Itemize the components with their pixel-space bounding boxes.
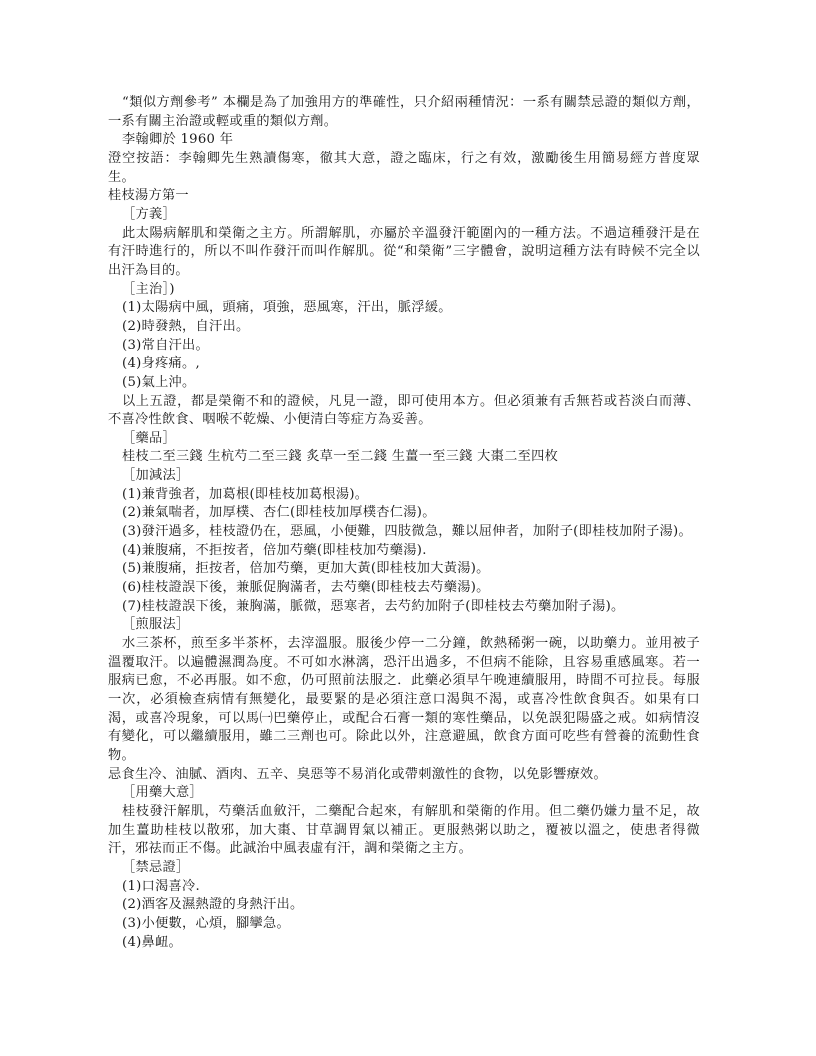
jinji-item: (2)酒客及濕熱證的身熱汗出。 [122,897,304,913]
jiajianfa-item: (7)桂枝證誤下後，兼胸滿，脈微，惡寒者，去芍約加附子(即桂枝去芍藥加附子湯)。 [122,598,625,614]
jiajianfa-item: (1)兼背強者，加葛根(即桂枝加葛根湯)。 [122,486,369,502]
jiajianfa-item: (5)兼腹痛，拒按者，倍加芍藥，更加大黃(即桂枝加大黃湯)。 [122,561,490,577]
intro-paragraph: “類似方劑參考” 本欄是為了加強用方的準確性，只介紹兩種情況：一系有關禁忌證的類似方劑， 一系有關主治證或輕或重的類似方劑。 [108,95,700,129]
jiajianfa-item: (6)桂枝證誤下後，兼脈促胸滿者，去芍藥(即桂枝去芍藥湯)。 [122,580,490,596]
jianfufa-paragraph: 水三茶杯，煎至多半茶杯，去滓溫服。服後少停一二分鐘，飲熱稀粥一碗，以助藥力。並用被子溫覆取汗。以遍體濕潤為度。不可如水淋漓，恐汗出過多，不但病不能除，且容易重感風寒。若一服病已愈，不必再服。如不愈，仍可照前法服之．此藥必須早午晚連續服用，時間不可拉長。每服一次，必須檢查病情有無變化，最要緊的是必須注意口渴與不渴，或喜冷性飲食與否。如果有口渴，或喜冷現象，可以馬㈠巴藥停止，或配合石膏一類的寒性藥品，以免誤犯陽盛之戒。如病情沒有變化，可以繼續服用，雖二三劑也可。除此以外，注意避風，飲食方面可吃些有營養的流動性食物。 [108,636,700,763]
section-heading-yongyao: ［用藥大意］ [122,785,203,801]
zhuzhi-summary: 以上五證，都是榮衛不和的證候，凡見一證，即可使用本方。但必須兼有舌無苔或苔淡白而薄、不喜冷性飲食、咽喉不乾燥、小便清白等症方為妥善。 [108,393,700,428]
document-page [108,94,700,952]
section-heading-fangyi: ［方義］ [122,206,176,222]
fangyi-paragraph: 此太陽病解肌和榮衛之主方。所謂解肌，亦屬於辛溫發汗範圍內的一種方法。不過這種發汗是在有汗時進行的，所以不叫作發汗而叫作解肌。從“和榮衛”三字體會，說明這種方法有時候不完全以出汗為目的。 [108,225,700,278]
editor-note: 澄空按語：李翰卿先生熟讀傷寒，徹其大意，證之臨床，行之有效，激勵後生用簡易經方普度眾生。 [108,150,700,185]
jinji-item: (4)鼻衄。 [122,934,183,950]
zhuzhi-item: (3)常自汗出。 [122,337,210,353]
section-heading-yaopin: ［藥品］ [122,430,176,446]
section-heading-jianfufa: ［煎服法］ [122,617,190,633]
diet-note: 忌食生冷、油膩、酒肉、五辛、臭惡等不易消化或帶刺激性的食物，以免影響療效。 [108,766,608,782]
yongyao-paragraph: 桂枝發汗解肌，芍藥活血斂汗，二藥配合起來，有解肌和榮衛的作用。但二藥仍嫌力量不足，故加生薑助桂枝以散邪，加大棗、甘草調胃氣以補正。更服熱粥以助之，覆被以溫之，使患者得微汗，邪祛而正不傷。此誠治中風表虛有汗，調和榮衛之主方。 [108,803,700,857]
jinji-item: (3)小便數，心煩，腳攣急。 [122,915,290,931]
zhuzhi-item: (5)氣上沖。 [122,374,196,390]
section-heading-zhuzhi: ［主治］) [122,281,175,297]
jiajianfa-item: (2)兼氣喘者，加厚樸、杏仁(即桂枝加厚樸杏仁湯)。 [122,505,436,521]
jiajianfa-item: (3)發汗過多，桂枝證仍在，惡風，小便難，四肢微急，難以屈伸者，加附子(即桂枝加附子湯)。 [122,524,692,540]
zhuzhi-item: (4)身疼痛。, [122,356,201,372]
jiajianfa-item: (4)兼腹痛，不拒按者，倍加芍藥(即桂枝加芍藥湯). [122,542,427,558]
chapter-title: 桂枝湯方第一 [108,188,189,204]
jinji-item: (1)口渴喜冷. [122,878,201,894]
section-heading-jinji: ［禁忌證］ [122,859,190,875]
section-heading-jiajianfa: ［加減法］ [122,468,190,484]
ingredients-line: 桂枝二至三錢 生杭芍二至三錢 炙草一至二錢 生薑一至三錢 大棗二至四枚 [122,449,559,465]
zhuzhi-item: (2)時發熱，自汗出。 [122,318,250,334]
author-line: 李翰卿於 1960 年 [122,132,234,148]
zhuzhi-item: (1)太陽病中風，頭痛，項強，惡風寒，汗出，脈浮緩。 [122,300,452,316]
